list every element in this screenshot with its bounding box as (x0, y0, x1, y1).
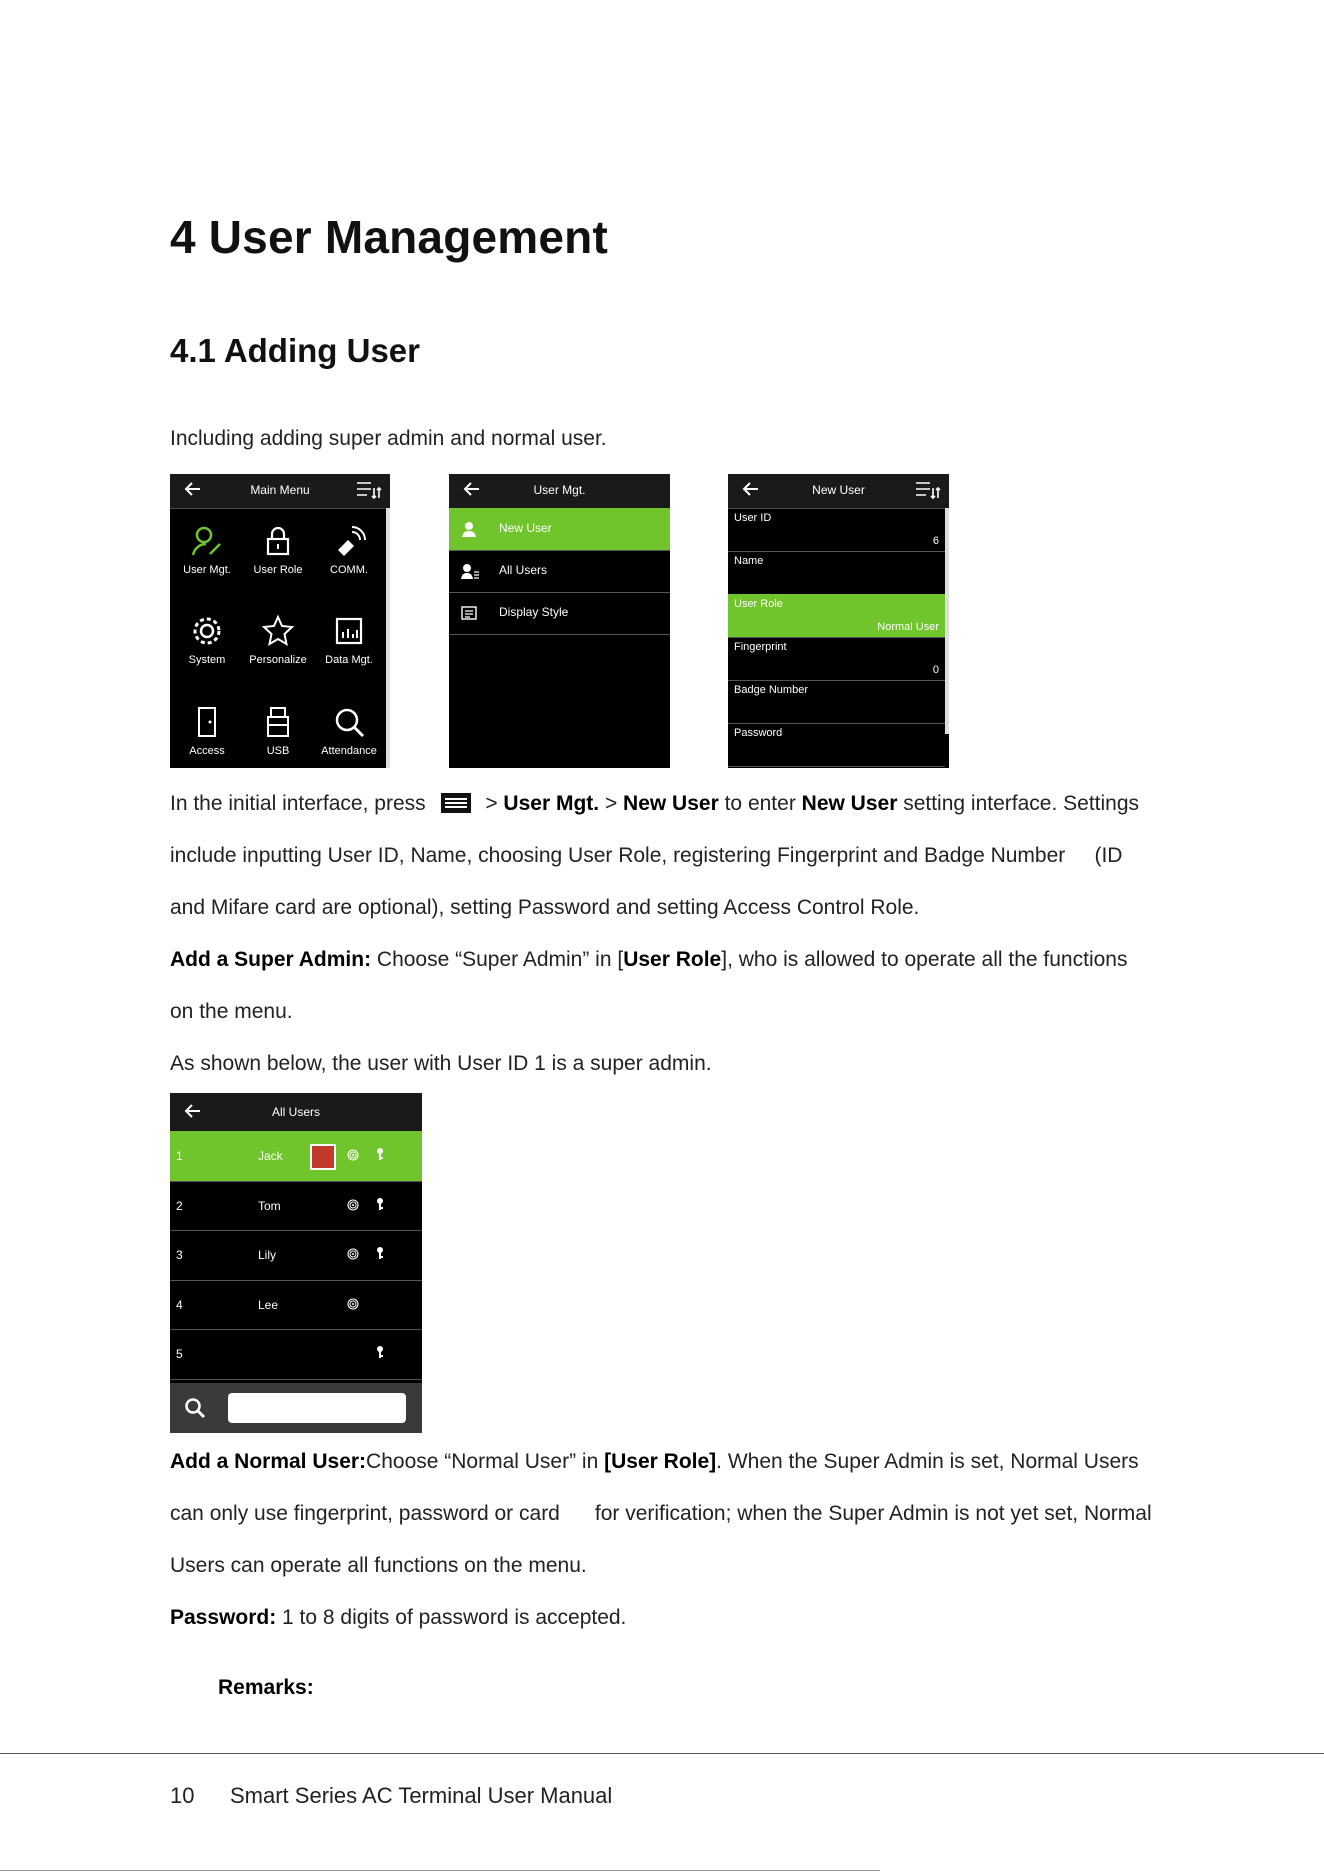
text: Choose “Super Admin” in [ (371, 948, 624, 971)
door-icon (190, 705, 224, 739)
term-add-normal-user: Add a Normal User: (170, 1450, 367, 1473)
screen-title: New User (812, 483, 865, 497)
tile-attendance[interactable] (314, 705, 384, 757)
photo-icon (310, 1144, 336, 1170)
fingerprint-icon (347, 1199, 359, 1214)
paragraph-line: can only use fingerprint, password or card for verification; when the Super Admin is not yet set, Normal (170, 1502, 1152, 1525)
password-paragraph (170, 1606, 626, 1630)
search-input[interactable] (228, 1393, 406, 1423)
menu-item-label: New User (499, 521, 552, 535)
main-menu-screen (170, 474, 390, 768)
field-label: Badge Number (734, 684, 808, 696)
user-icon (190, 524, 224, 558)
tile-label: User Mgt. (183, 564, 231, 576)
user-row[interactable] (170, 1280, 422, 1331)
tile-comm[interactable] (314, 524, 384, 576)
text: . When the Super Admin is set, Normal Users (716, 1450, 1139, 1473)
menu-path-user-mgt: User Mgt. (503, 792, 600, 815)
lock-icon (261, 524, 295, 558)
term-add-super-admin: Add a Super Admin: (170, 948, 372, 971)
text: 1 to 8 digits of password is accepted. (276, 1606, 627, 1629)
menu-item-all-users[interactable] (449, 550, 670, 593)
page-number: 10 (170, 1783, 195, 1808)
field-fingerprint[interactable] (728, 637, 945, 681)
text: ], who is allowed to operate all the functions (721, 948, 1128, 971)
menu-item-label: All Users (499, 563, 548, 577)
user-id: 3 (176, 1248, 183, 1263)
search-icon (332, 705, 366, 739)
user-row[interactable] (170, 1181, 422, 1232)
user-mgt-screen (449, 474, 670, 768)
satellite-icon (332, 524, 366, 558)
field-value: 6 (932, 535, 939, 547)
search-icon[interactable] (184, 1397, 206, 1419)
intro-text: Including adding super admin and normal user. (170, 427, 607, 450)
user-name: Jack (258, 1149, 283, 1163)
gear-icon (190, 614, 224, 648)
search-bar (170, 1383, 422, 1433)
field-user-id[interactable] (728, 508, 945, 552)
text: setting interface. Settings (897, 792, 1140, 815)
user-row[interactable] (170, 1329, 422, 1380)
screen-header (170, 474, 390, 509)
text: > (599, 792, 624, 815)
term-password: Password: (170, 1606, 277, 1629)
key-icon (375, 1345, 385, 1362)
text: Choose “Normal User” in (366, 1450, 605, 1473)
user-name: Lee (258, 1297, 279, 1312)
user-id: 2 (176, 1198, 183, 1213)
tile-data-mgt[interactable] (314, 614, 384, 666)
field-badge-number[interactable] (728, 680, 945, 724)
chapter-title: 4 User Management (170, 211, 608, 263)
user-row[interactable] (170, 1230, 422, 1281)
tile-access[interactable] (172, 705, 242, 757)
tile-system[interactable] (172, 614, 242, 666)
menu-item-label: Display Style (499, 605, 569, 619)
bar-chart-icon (332, 614, 366, 648)
tile-label: COMM. (330, 564, 368, 576)
fingerprint-icon (347, 1149, 359, 1164)
field-label: Fingerprint (734, 641, 787, 653)
field-label: User ID (734, 512, 772, 524)
display-style-icon (461, 605, 477, 621)
tile-label: USB (266, 745, 290, 757)
field-value: 0 (932, 664, 939, 676)
screen-title: All Users (271, 1105, 320, 1119)
screen-header (449, 474, 670, 509)
field-name[interactable] (728, 551, 945, 595)
field-label: Name (734, 555, 764, 567)
tile-label: System (188, 654, 226, 666)
paragraph-line: include inputting User ID, Name, choosing User Role, registering Fingerprint and Badge Number (ID (170, 844, 1123, 867)
scrollbar[interactable] (386, 508, 390, 768)
tile-label: Personalize (249, 654, 307, 666)
instruction-paragraph (170, 792, 1139, 816)
paragraph-line: Users can operate all functions on the menu. (170, 1554, 587, 1577)
tile-usb[interactable] (243, 705, 313, 757)
menu-item-display-style[interactable] (449, 592, 670, 635)
menu-key-icon (441, 793, 471, 813)
text: In the initial interface, press (170, 792, 426, 815)
screen-header (170, 1093, 422, 1132)
super-admin-paragraph (170, 948, 1127, 972)
fingerprint-icon (347, 1248, 359, 1263)
fingerprint-icon (347, 1298, 359, 1313)
user-icon (461, 521, 477, 537)
remarks-heading: Remarks: (218, 1676, 314, 1699)
tile-user-role[interactable] (243, 524, 313, 576)
text: to enter (718, 792, 802, 815)
user-row[interactable] (170, 1131, 422, 1182)
user-list-icon (461, 563, 479, 579)
sort-menu-icon[interactable] (356, 480, 382, 500)
footer-divider (0, 1753, 1324, 1754)
screen-title: User Mgt. (533, 483, 586, 497)
screen-header (728, 474, 949, 509)
tile-user-mgt[interactable] (172, 524, 242, 576)
paragraph-line: on the menu. (170, 1000, 293, 1023)
scrollbar[interactable] (945, 508, 949, 734)
menu-item-new-user[interactable] (449, 508, 670, 551)
tile-label: Attendance (321, 745, 377, 757)
screen-title: Main Menu (250, 483, 310, 497)
all-users-screen (170, 1093, 422, 1433)
user-name: Tom (258, 1198, 281, 1213)
field-user-role[interactable] (728, 594, 945, 638)
field-label: User Role (734, 598, 783, 610)
paragraph-line: and Mifare card are optional), setting Password and setting Access Control Role. (170, 896, 920, 919)
usb-icon (261, 705, 295, 739)
tile-personalize[interactable] (243, 614, 313, 666)
field-value: Normal User (877, 621, 939, 633)
user-id: 1 (176, 1149, 183, 1163)
term-user-role: User Role (623, 948, 722, 971)
key-icon (375, 1246, 385, 1263)
field-label: Password (734, 727, 783, 739)
tile-label: Data Mgt. (325, 654, 373, 666)
key-icon (375, 1147, 385, 1164)
text: > (479, 792, 504, 815)
footer-title: Smart Series AC Terminal User Manual (230, 1783, 613, 1808)
field-password[interactable] (728, 723, 945, 767)
new-user-screen (728, 474, 949, 768)
paragraph-line: As shown below, the user with User ID 1 is a super admin. (170, 1052, 712, 1075)
user-name: Lily (258, 1248, 277, 1263)
tile-label: User Role (253, 564, 303, 576)
user-id: 4 (176, 1297, 183, 1312)
term-new-user: New User (801, 792, 898, 815)
menu-path-new-user: New User (623, 792, 719, 815)
bottom-rule (0, 1870, 880, 1871)
user-id: 5 (176, 1347, 183, 1362)
key-icon (375, 1197, 385, 1214)
tile-label: Access (189, 745, 225, 757)
star-icon (261, 614, 295, 648)
term-user-role: [User Role] (604, 1450, 717, 1473)
sort-menu-icon[interactable] (915, 480, 941, 500)
section-title: 4.1 Adding User (170, 332, 420, 369)
normal-user-paragraph (170, 1450, 1139, 1474)
